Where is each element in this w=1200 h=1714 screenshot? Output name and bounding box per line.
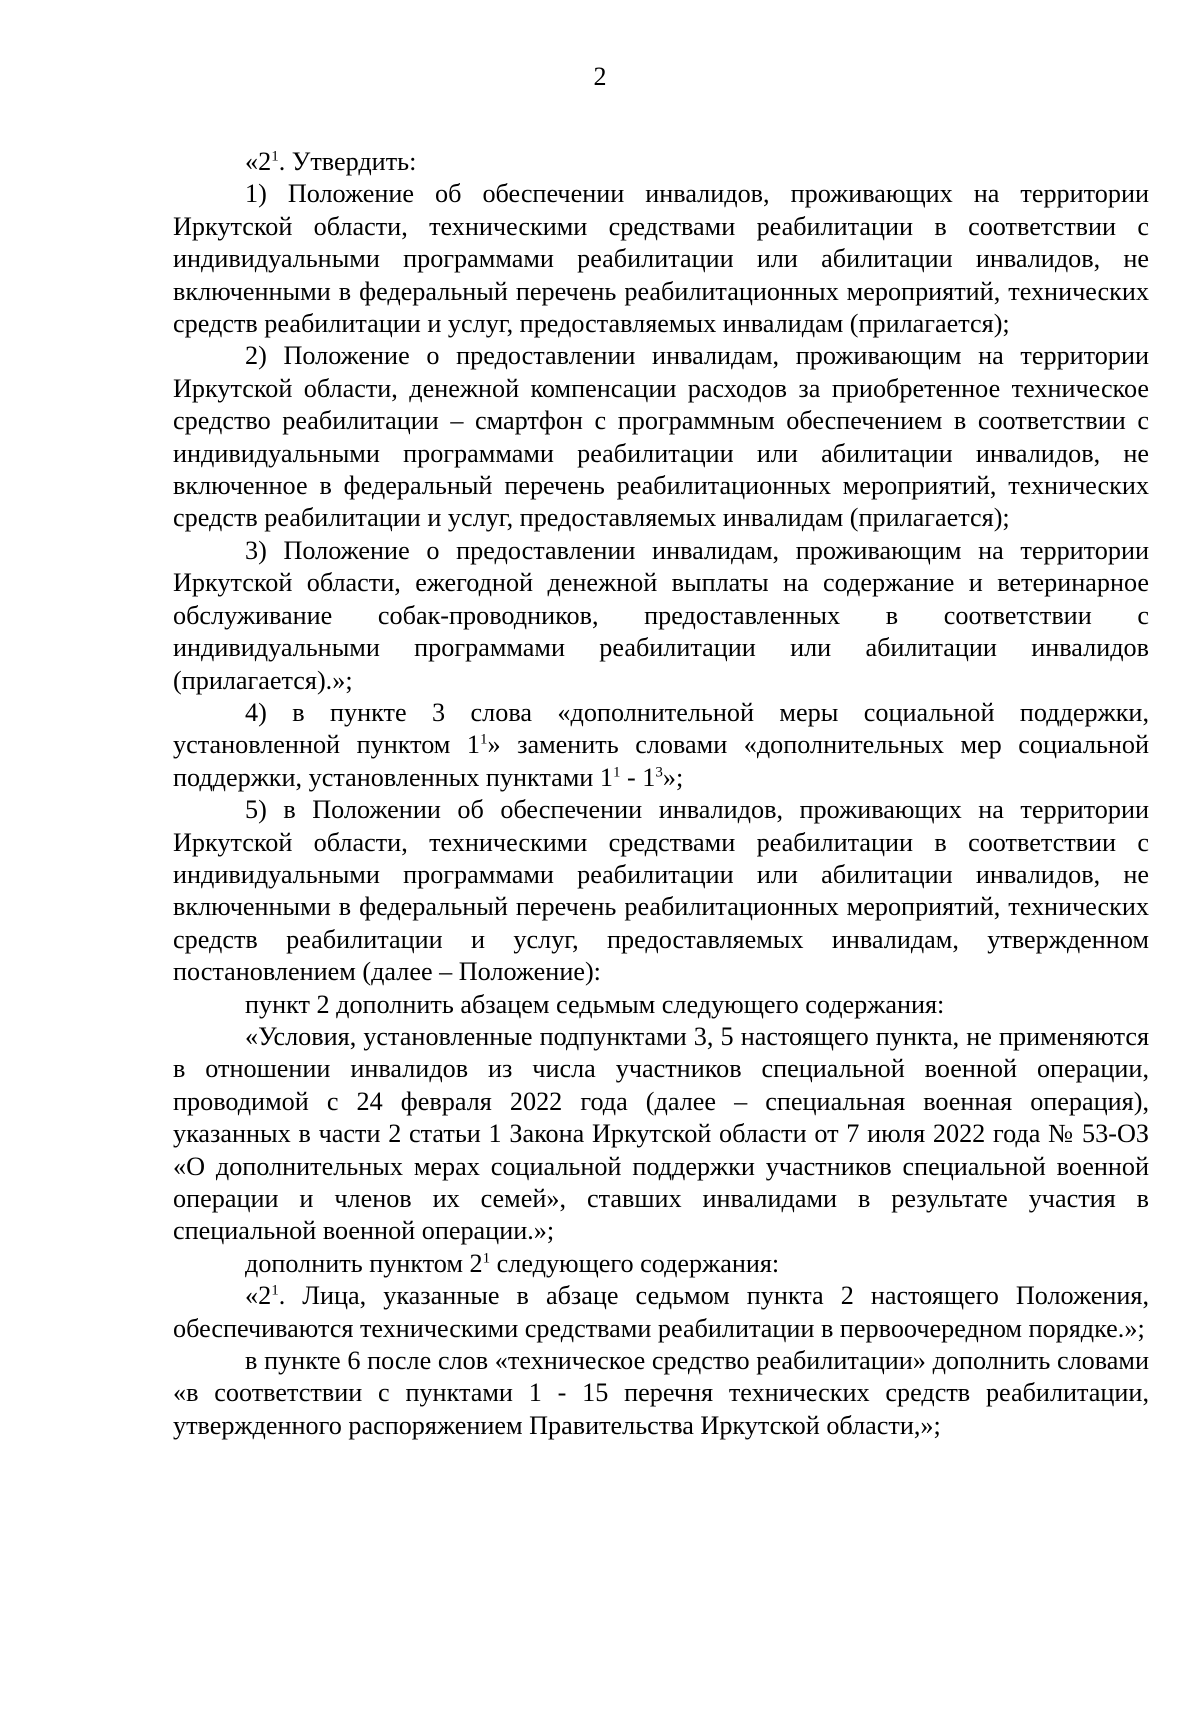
paragraph	[173, 989, 1149, 1021]
text-run: пункт 2 дополнить абзацем седьмым следующего содержания:	[245, 989, 945, 1019]
superscript: 1	[479, 731, 488, 748]
text-run: . Утвердить:	[278, 147, 417, 176]
text-run: . Лица, указанные в абзаце седьмом пункта 2 настоящего Положения, обеспечиваются техническими средствами реабилитации в первоочередном порядке.»;	[173, 1281, 1149, 1343]
text-run: в пункте 6 после слов «техническое средство реабилитации» дополнить словами «в соответствии с пунктами 1 - 15 перечня технических средств реабилитации, утвержденного распоряжением Правительства Иркутской области,»;	[173, 1346, 1149, 1440]
text-run: 2) Положение о предоставлении инвалидам, проживающим на территории Иркутской области, денежной компенсации расходов за приобретенное техническое средство реабилитации – смартфон с программным обеспечением в соответствии с индивидуальными программами реабилитации или абилитации инвалидов, не включенное в федеральный перечень реабилитационных мероприятий, технических средств реабилитации и услуг, предоставляемых инвалидам (прилагается);	[173, 341, 1149, 533]
superscript: 1	[271, 148, 279, 165]
text-run: 1) Положение об обеспечении инвалидов, проживающих на территории Иркутской области, техническими средствами реабилитации в соответствии с индивидуальными программами реабилитации или абилитации инвалидов, не включенными в федеральный перечень реабилитационных мероприятий, технических средств реабилитации и услуг, предоставляемых инвалидам (прилагается);	[173, 179, 1149, 339]
paragraph	[173, 1248, 1149, 1280]
paragraph	[173, 340, 1149, 534]
page-number: 2	[593, 62, 607, 91]
document-body	[173, 146, 1149, 1442]
paragraph	[173, 1021, 1149, 1248]
text-run: «2	[245, 147, 272, 176]
paragraph	[173, 178, 1149, 340]
text-run: »;	[662, 762, 684, 792]
text-run: - 1	[620, 762, 656, 792]
text-run: 5) в Положении об обеспечении инвалидов, проживающих на территории Иркутской области, техническими средствами реабилитации в соответствии с индивидуальными программами реабилитации или абилитации инвалидов, не включенными в федеральный перечень реабилитационных мероприятий, технических средств реабилитации и услуг, предоставляемых инвалидам, утвержденном постановлением (далее – Положение):	[173, 795, 1149, 987]
text-run: 3) Положение о предоставлении инвалидам, проживающим на территории Иркутской области, ежегодной денежной выплаты на содержание и ветеринарное обслуживание собак-проводников, предоставленных в соответствии с индивидуальными программами реабилитации или абилитации инвалидов (прилагается).»;	[173, 535, 1149, 695]
text-run: «2	[245, 1281, 272, 1311]
text-run: » заменить словами «дополнительных мер социальной поддержки, установленных пунктами 1	[173, 730, 1149, 792]
paragraph	[173, 1345, 1149, 1442]
superscript: 1	[271, 1282, 279, 1299]
paragraph	[173, 535, 1149, 697]
superscript: 1	[612, 763, 621, 780]
paragraph	[173, 697, 1149, 794]
paragraph	[173, 146, 1149, 178]
superscript: 1	[482, 1250, 491, 1267]
text-run: «Условия, установленные подпунктами 3, 5 настоящего пункта, не применяются в отношении инвалидов из числа участников специальной военной операции, проводимой с 24 февраля 2022 года (далее – специальная военная операция), указанных в части 2 статьи 1 Закона Иркутской области от 7 июля 2022 года № 53-ОЗ «О дополнительных мерах социальной поддержки участников специальной военной операции и членов их семей», ставших инвалидами в результате участия в специальной военной операции.»;	[173, 1021, 1149, 1246]
text-run: следующего содержания:	[490, 1248, 780, 1278]
paragraph	[173, 1280, 1149, 1345]
paragraph	[173, 794, 1149, 988]
text-run: дополнить пунктом 2	[245, 1248, 483, 1278]
superscript: 3	[655, 763, 663, 780]
text-run: 4) в пункте 3 слова «дополнительной меры социальной поддержки, установленной пунктом 1	[173, 697, 1149, 760]
